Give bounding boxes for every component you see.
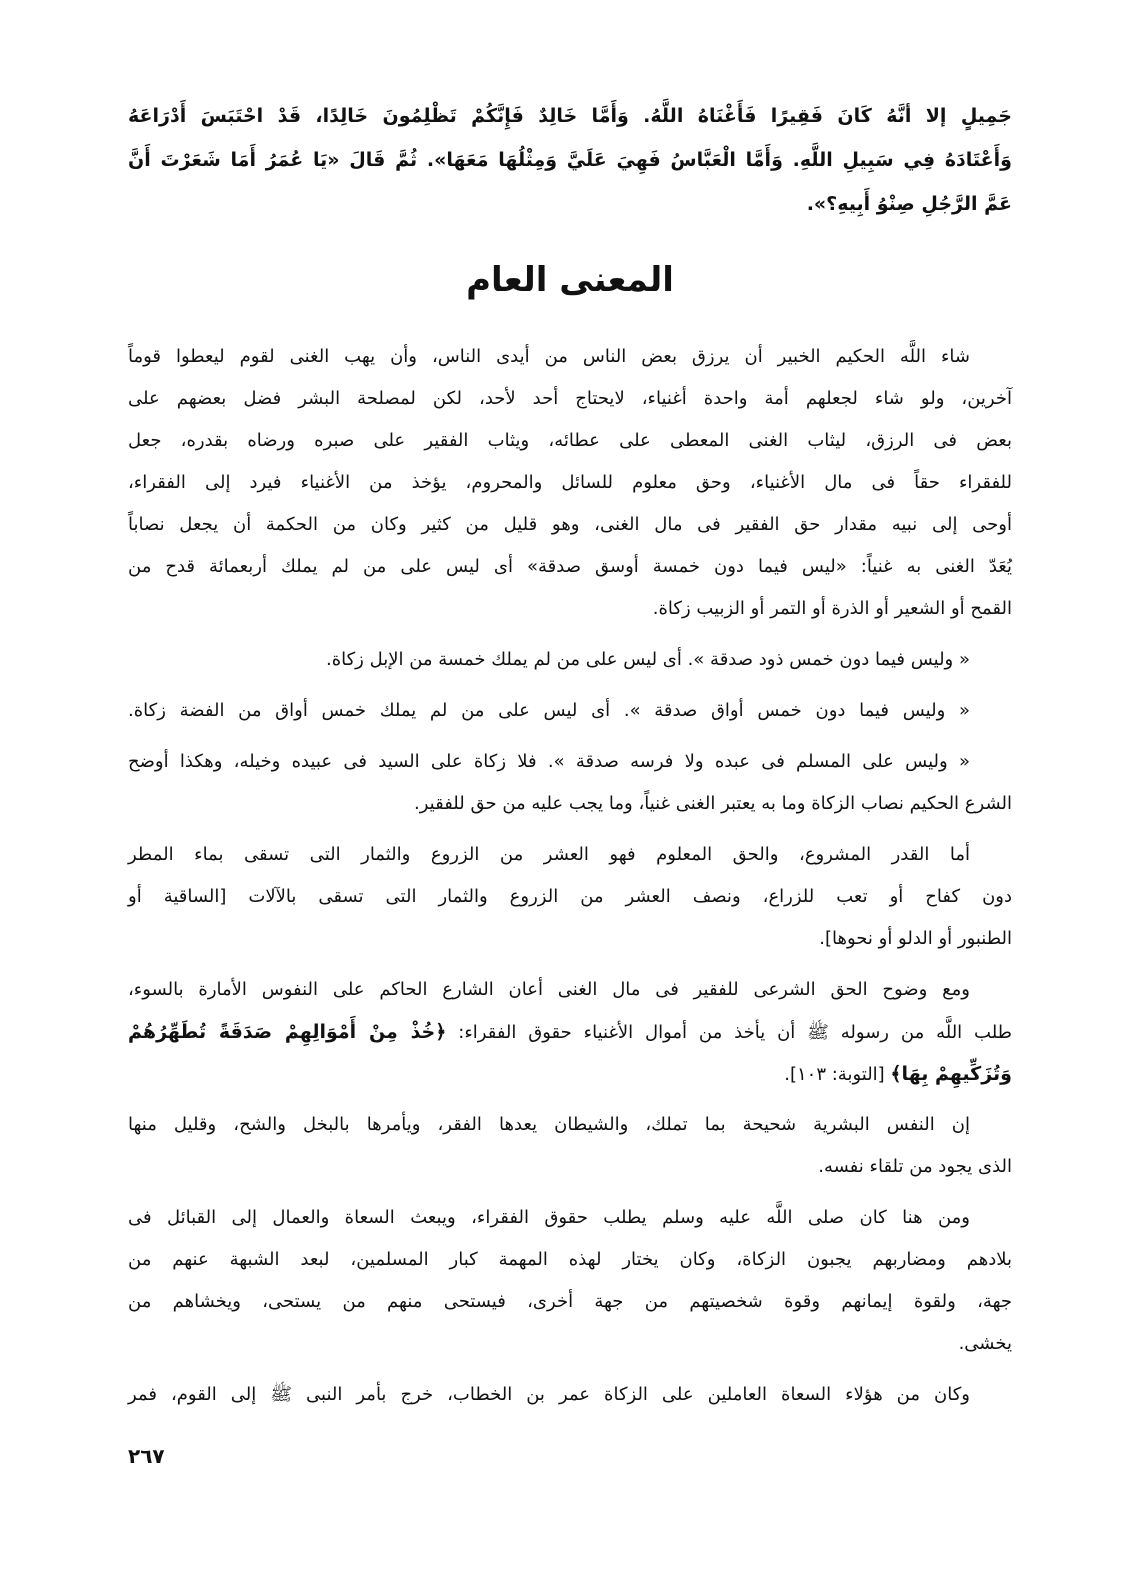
page-number: ٢٦٧ xyxy=(128,1444,165,1468)
paragraph-line: للفقراء حقاً فى مال الأغنياء، وحق معلوم للسائل والمحروم، يؤخذ من الأغنياء فيرد إلى الفقراء، xyxy=(128,472,1012,493)
paragraph-line xyxy=(128,1011,1012,1053)
hadith-line: جَمِيلٍ إلا أنَّهُ كَانَ فَقِيرًا فَأَغْنَاهُ اللَّهُ. وَأَمَّا خَالِدٌ فَإِنَّكُمْ تَظْلِمُونَ خَالِدًا، قَدْ احْتَبَسَ أَدْرَاعَهُ xyxy=(128,105,1012,127)
quran-verse: وَتُزَكِّيهِمْ بِهَا﴾ xyxy=(890,1063,1012,1085)
hadith-line: عَمَّ الرَّجُلِ صِنْوُ أَبِيهِ؟». xyxy=(806,193,1012,215)
paragraph-line: القمح أو الشعير أو الذرة أو التمر أو الزبيب زكاة. xyxy=(652,598,1012,619)
paragraph-line: ومع وضوح الحق الشرعى للفقير فى مال الغنى أعان الشارع الحاكم على النفوس الأمارة بالسوء، xyxy=(128,979,970,1000)
hadith-quote xyxy=(128,94,1012,226)
verse-reference: [التوبة: ١٠٣]. xyxy=(784,1064,891,1085)
paragraph xyxy=(128,741,1012,825)
paragraph-line: « وليس على المسلم فى عبده ولا فرسه صدقة ». فلا زكاة على السيد فى عبيده وخيله، وهكذا أوضح xyxy=(128,751,970,772)
page-content xyxy=(128,94,1012,1416)
paragraph-line: الذى يجود من تلقاء نفسه. xyxy=(818,1156,1012,1177)
paragraph-line: يُعَدّ الغنى به غنياً: «ليس فيما دون خمسة أوسق صدقة» أى ليس على من لم يملك أربعمائة قدح من xyxy=(128,556,1012,577)
paragraph-line: الطنبور أو الدلو أو نحوها]. xyxy=(819,928,1012,949)
paragraph-line: جهة، ولقوة إيمانهم وقوة شخصيتهم من جهة أخرى، فيستحى منهم من يستحى، ويخشاهم من xyxy=(128,1291,1012,1312)
body-text xyxy=(128,336,1012,1416)
paragraph-line: الشرع الحكيم نصاب الزكاة وما به يعتبر الغنى غنياً، وما يجب عليه من حق للفقير. xyxy=(414,793,1012,814)
paragraph-line: بلادهم ومضاربهم يجبون الزكاة، وكان يختار لهذه المهمة كبار المسلمين، لبعد الشبهة عنهم من xyxy=(128,1249,1012,1270)
paragraph-line: « وليس فيما دون خمس ذود صدقة ». أى ليس على من لم يملك خمسة من الإبل زكاة. xyxy=(325,649,970,670)
paragraph-line: بعض فى الرزق، ليثاب الغنى المعطى على عطائه، ويثاب الفقير على صبره ورضاه بقدره، جعل xyxy=(128,430,1012,451)
paragraph-line: « وليس فيما دون خمس أواق صدقة ». أى ليس على من لم يملك خمس أواق من الفضة زكاة. xyxy=(128,700,970,721)
paragraph xyxy=(128,1374,1012,1416)
paragraph-line: وكان من هؤلاء السعاة العاملين على الزكاة عمر بن الخطاب، خرج بأمر النبى ﷺ إلى القوم، فمر xyxy=(128,1384,970,1405)
paragraph-line: أوحى إلى نبيه مقدار حق الفقير فى مال الغنى، وهو قليل من كثير وكان من الحكمة أن يجعل نصاباً xyxy=(128,514,1012,535)
paragraph xyxy=(128,336,1012,630)
paragraph-line: ومن هنا كان صلى اللَّه عليه وسلم يطلب حقوق الفقراء، ويبعث السعاة والعمال إلى القبائل فى xyxy=(128,1207,970,1228)
hadith-line: وَأَعْتَادَهُ فِي سَبِيلِ اللَّهِ. وَأَمَّا الْعَبَّاسُ فَهِيَ عَلَيَّ وَمِثْلُهَا مَعَهَا». ثُمَّ قَالَ «يَا عُمَرُ أَمَا شَعَرْتَ أَنَّ xyxy=(128,149,1012,171)
paragraph xyxy=(128,1104,1012,1188)
paragraph-line: إن النفس البشرية شحيحة بما تملك، والشيطان يعدها الفقر، ويأمرها بالبخل والشح، وقليل منها xyxy=(128,1114,970,1135)
paragraph-line: آخرين، ولو شاء لجعلهم أمة واحدة أغنياء، لايحتاج أحد لأحد، لكن لمصلحة البشر فضل بعضهم على xyxy=(128,388,1012,409)
paragraph xyxy=(128,690,1012,732)
paragraph-line: شاء اللَّه الحكيم الخبير أن يرزق بعض الناس من أيدى الناس، وأن يهب الغنى لقوم ليعطوا قوماً xyxy=(128,346,970,367)
section-heading: المعنى العام xyxy=(466,260,674,300)
paragraph-line: يخشى. xyxy=(958,1333,1012,1354)
paragraph-line: أما القدر المشروع، والحق المعلوم فهو العشر من الزروع والثمار التى تسقى بماء المطر xyxy=(128,844,970,865)
paragraph-line xyxy=(128,1053,1012,1095)
paragraph xyxy=(128,969,1012,1095)
line-text: طلب اللَّه من رسوله ﷺ أن يأخذ من أموال الأغنياء حقوق الفقراء: xyxy=(446,1022,1013,1043)
paragraph xyxy=(128,834,1012,960)
paragraph xyxy=(128,639,1012,681)
paragraph xyxy=(128,1197,1012,1365)
quran-verse: ﴿خُذْ مِنْ أَمْوَالِهِمْ صَدَقَةً تُطَهِّرُهُمْ xyxy=(128,1021,447,1043)
paragraph-line: دون كفاح أو تعب للزراع، ونصف العشر من الزروع والثمار التى تسقى بالآلات [الساقية أو xyxy=(128,886,1012,907)
